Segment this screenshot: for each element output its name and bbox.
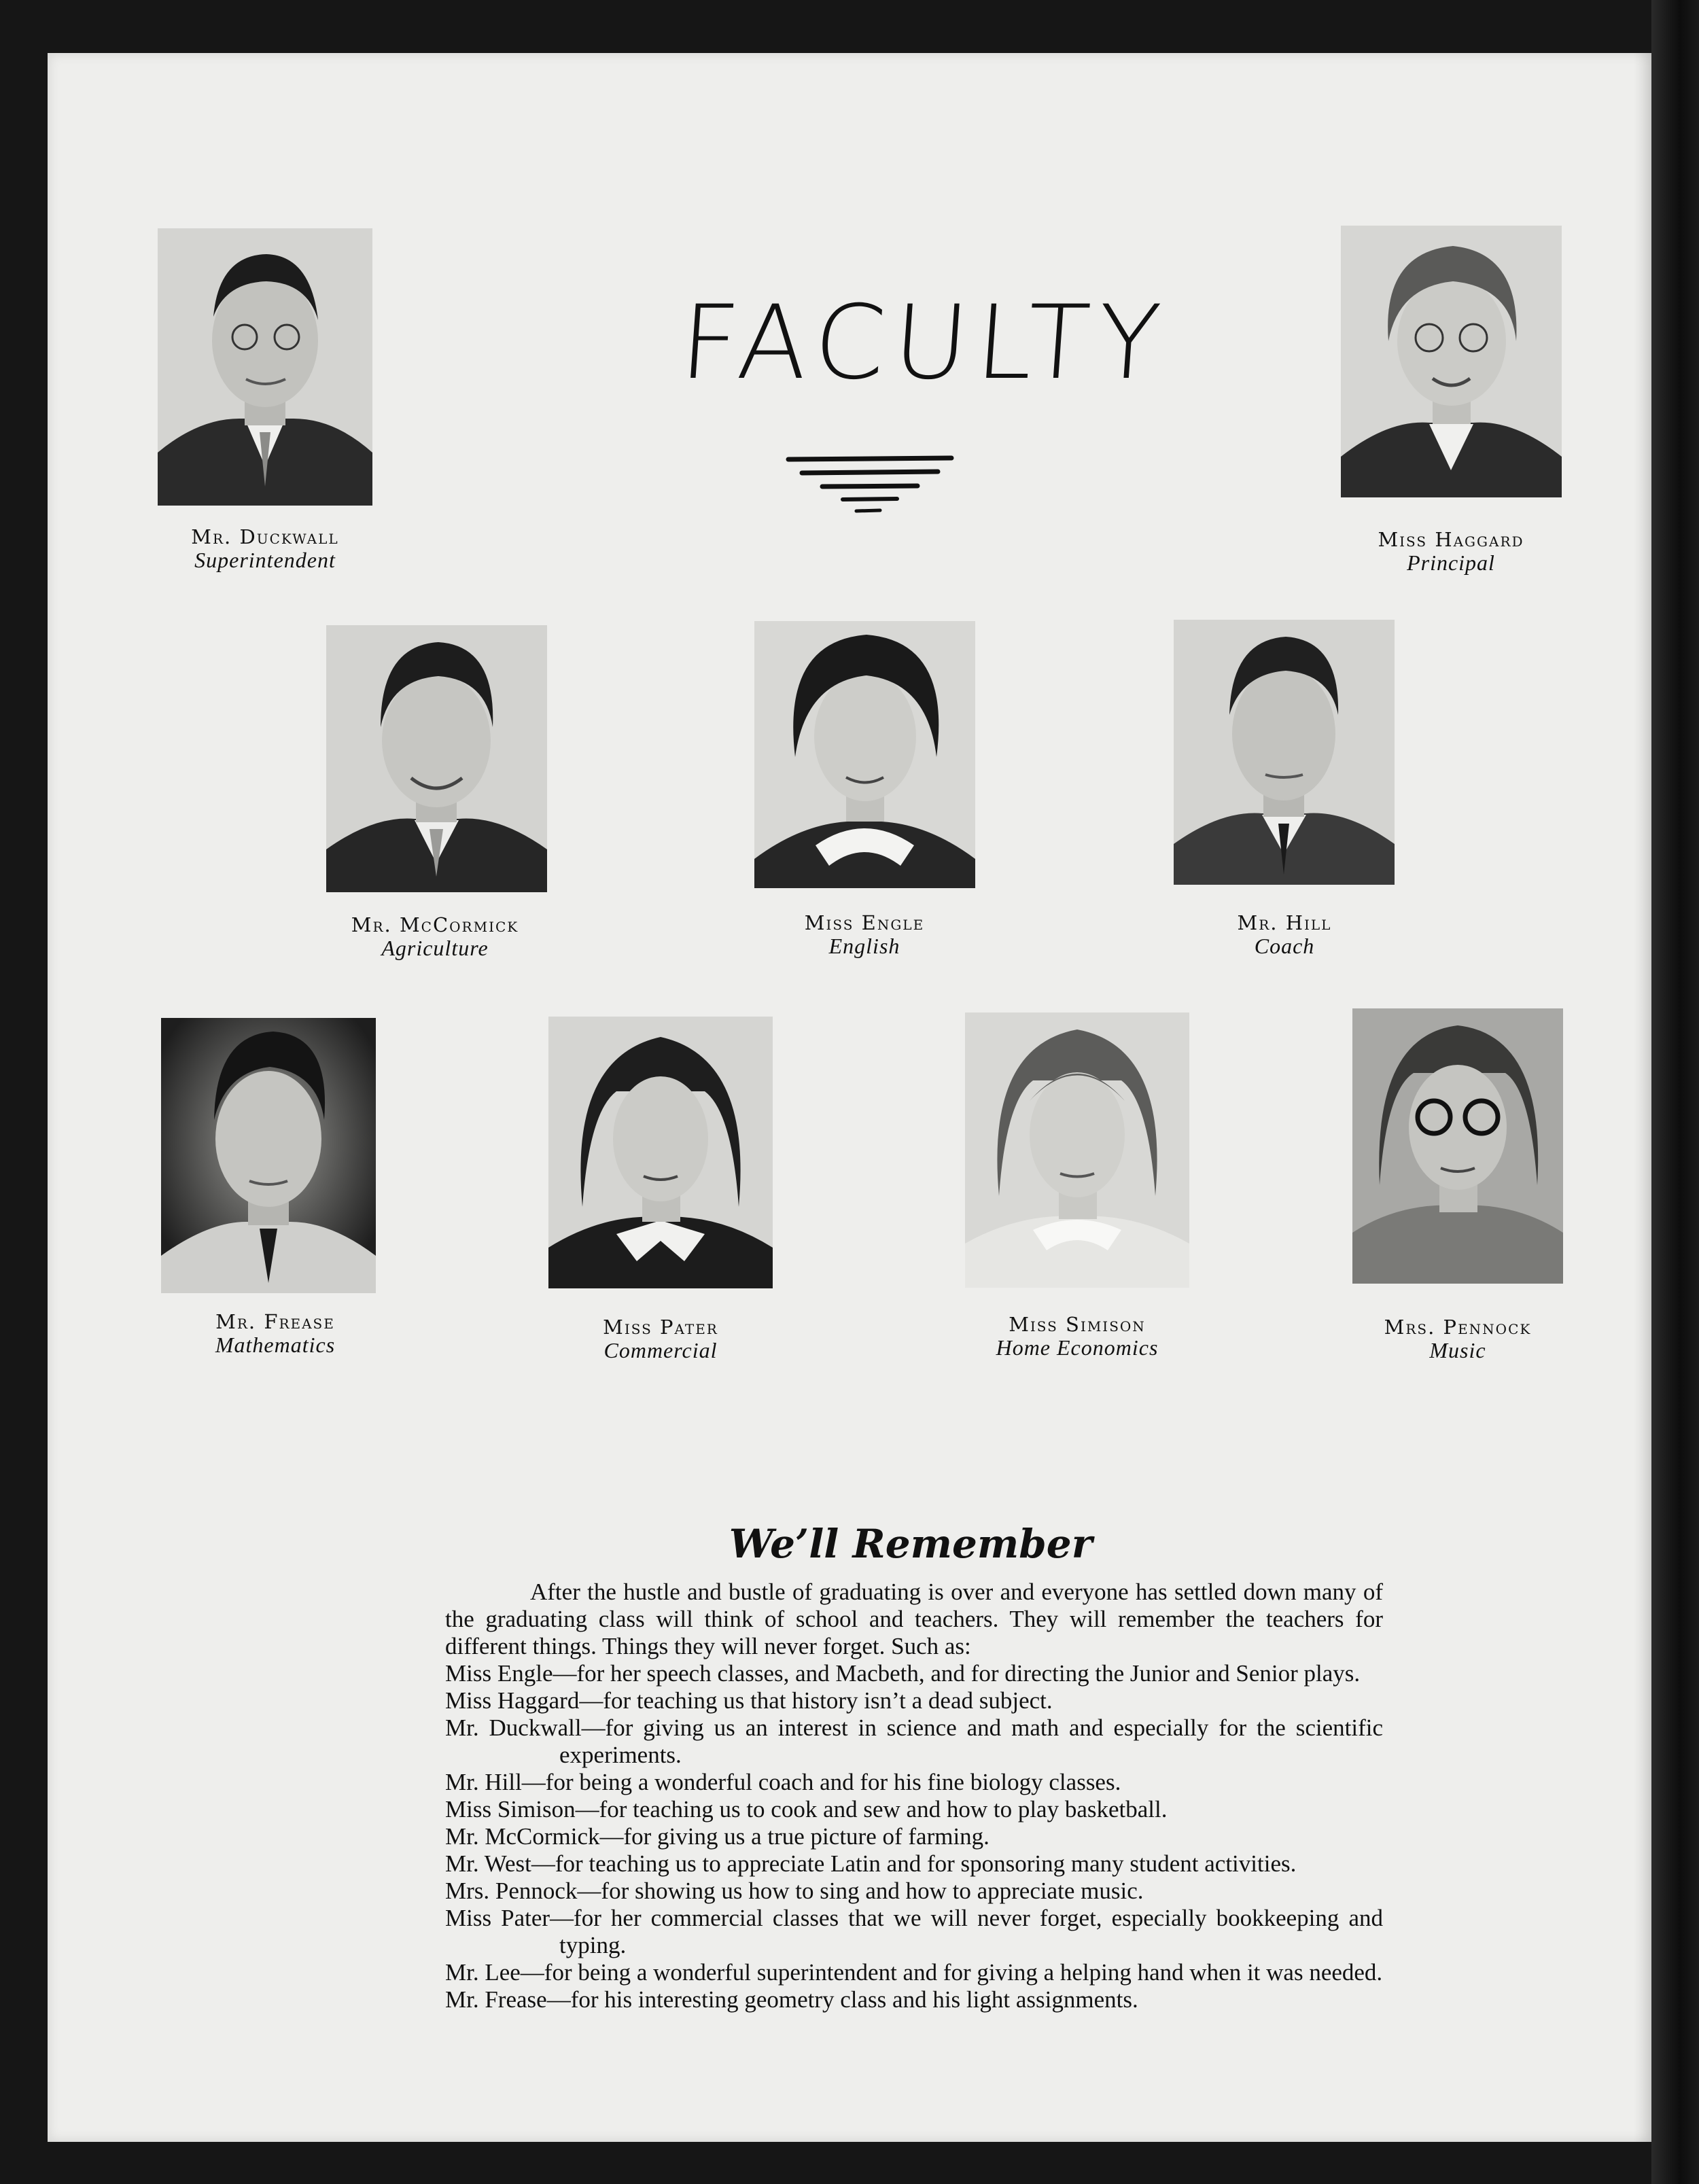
portrait-photo-haggard: [1341, 226, 1562, 497]
person-portrait-icon: [1352, 1008, 1563, 1284]
list-item: Miss Engle—for her speech classes, and Macbeth, and for directing the Junior and Senior plays.: [445, 1660, 1361, 1687]
caption-pennock: [1301, 1316, 1614, 1362]
caption-frease: [119, 1310, 432, 1356]
faculty-name: Mr. Frease: [215, 1310, 335, 1333]
faculty-name: Miss Engle: [804, 911, 925, 934]
portrait-photo-simison: [965, 1012, 1189, 1288]
caption-hill: [1128, 911, 1441, 957]
portrait-photo-pennock: [1352, 1008, 1563, 1284]
portrait-photo-pater: [548, 1017, 773, 1288]
person-portrait-icon: [1341, 226, 1562, 497]
list-item: Miss Haggard—for teaching us that history isn’t a dead subject.: [445, 1687, 1053, 1714]
faculty-role: Home Economics: [996, 1335, 1159, 1360]
faculty-role: Principal: [1407, 550, 1495, 575]
memory-list: [445, 1660, 1383, 2013]
faculty-name: Mr. Duckwall: [191, 525, 339, 548]
faculty-role: English: [828, 934, 900, 958]
list-item: Mr. Hill—for being a wonderful coach and for his fine biology classes.: [445, 1769, 1121, 1795]
faculty-name: Miss Haggard: [1378, 528, 1524, 551]
page-fold-shadow: [1634, 53, 1651, 2142]
page-title: FACULTY: [676, 284, 1172, 402]
yearbook-page: [48, 53, 1651, 2142]
faculty-role: Coach: [1254, 934, 1315, 958]
person-portrait-icon: [1174, 620, 1395, 885]
essay-heading: We’ll Remember: [729, 1521, 1093, 1567]
list-item: Mr. Frease—for his interesting geometry class and his light assignments.: [445, 1986, 1138, 2013]
list-item: Mr. West—for teaching us to appreciate Latin and for sponsoring many student activities.: [445, 1850, 1297, 1877]
faculty-name: Miss Pater: [603, 1316, 718, 1339]
title-ornament-icon: [768, 447, 972, 522]
portrait-photo-frease: [161, 1018, 376, 1293]
faculty-name: Miss Simison: [1009, 1313, 1146, 1336]
person-portrait-icon: [754, 621, 975, 888]
caption-duckwall: [109, 525, 421, 571]
list-item: Miss Pater—for her commercial classes that we will never forget, especially bookkeeping and typing.: [445, 1905, 1383, 1958]
faculty-name: Mrs. Pennock: [1384, 1316, 1532, 1339]
caption-engle: [708, 911, 1021, 957]
faculty-role: Mathematics: [215, 1333, 336, 1357]
essay-body: [445, 1579, 1383, 2013]
portrait-photo-hill: [1174, 620, 1395, 885]
faculty-name: Mr. McCormick: [351, 913, 519, 936]
portrait-photo-engle: [754, 621, 975, 888]
person-portrait-icon: [158, 228, 372, 506]
person-portrait-icon: [548, 1017, 773, 1288]
list-item: Mr. McCormick—for giving us a true picture of farming.: [445, 1823, 989, 1850]
person-portrait-icon: [161, 1018, 376, 1293]
list-item: Mrs. Pennock—for showing us how to sing and how to appreciate music.: [445, 1878, 1144, 1904]
list-item: Miss Simison—for teaching us to cook and sew and how to play basketball.: [445, 1796, 1168, 1822]
person-portrait-icon: [326, 625, 547, 892]
caption-pater: [504, 1316, 817, 1362]
list-item: Mr. Duckwall—for giving us an interest in science and math and especially for the scientific experiments.: [445, 1714, 1383, 1768]
caption-simison: [921, 1313, 1233, 1359]
faculty-role: Commercial: [603, 1338, 718, 1362]
essay-intro: After the hustle and bustle of graduating is over and everyone has settled down many of the graduating class will think of school and teachers. They will remember the teachers for different things. Things they will never forget. Such as:: [445, 1579, 1383, 1659]
portrait-photo-duckwall: [158, 228, 372, 506]
faculty-role: Music: [1429, 1338, 1486, 1362]
list-item: Mr. Lee—for being a wonderful superintendent and for giving a helping hand when it was needed.: [445, 1959, 1383, 1986]
book-binding: [1651, 0, 1699, 2184]
caption-haggard: [1295, 528, 1607, 574]
person-portrait-icon: [965, 1012, 1189, 1288]
faculty-name: Mr. Hill: [1237, 911, 1332, 934]
portrait-photo-mccormick: [326, 625, 547, 892]
faculty-role: Superintendent: [194, 548, 336, 572]
faculty-role: Agriculture: [381, 936, 489, 960]
caption-mccormick: [279, 913, 591, 959]
